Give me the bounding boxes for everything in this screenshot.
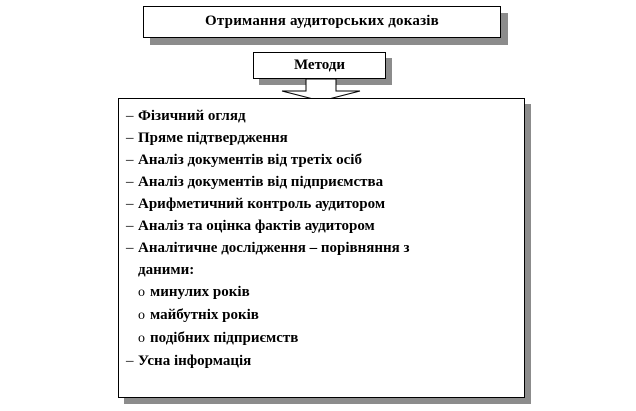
list-item bbox=[126, 193, 410, 215]
dash-marker: – bbox=[126, 130, 134, 146]
bullet-marker: o bbox=[138, 331, 145, 346]
bullet-marker: o bbox=[138, 285, 145, 300]
list-item-text: Арифметичний контроль аудитором bbox=[138, 196, 386, 212]
diagram-title: Отримання аудиторських доказів bbox=[205, 13, 439, 29]
list-item-text: Усна інформація bbox=[138, 353, 252, 369]
sub-list-item bbox=[126, 304, 410, 327]
dash-marker: – bbox=[126, 108, 134, 124]
dash-marker: – bbox=[126, 240, 134, 256]
list-item-text: Аналітичне дослідження – порівняння з bbox=[138, 240, 410, 256]
list-item bbox=[126, 171, 410, 193]
list-item-analytical bbox=[126, 237, 410, 259]
list-item-continuation: даними: bbox=[138, 262, 195, 278]
methods-label: Методи bbox=[293, 57, 346, 73]
dash-marker: – bbox=[126, 353, 134, 369]
methods-list-box bbox=[118, 98, 525, 398]
bullet-marker: o bbox=[138, 308, 145, 323]
dash-marker: – bbox=[126, 174, 134, 190]
dash-marker: – bbox=[126, 152, 134, 168]
list-item-text: Аналіз документів від третіх осіб bbox=[138, 152, 362, 168]
sub-list-item bbox=[126, 281, 410, 304]
dash-marker: – bbox=[126, 218, 134, 234]
list-item bbox=[126, 215, 410, 237]
list-item-text: Аналіз та оцінка фактів аудитором bbox=[138, 218, 375, 234]
methods-list bbox=[126, 105, 410, 372]
list-item-text: Аналіз документів від підприємства bbox=[138, 174, 384, 190]
sub-list-item-text: подібних підприємств bbox=[150, 330, 299, 346]
list-item-text: Пряме підтвердження bbox=[138, 130, 288, 146]
list-item-text: Фізичний огляд bbox=[138, 108, 246, 124]
dash-marker: – bbox=[126, 196, 134, 212]
list-item bbox=[126, 350, 410, 372]
list-item bbox=[126, 105, 410, 127]
list-item bbox=[126, 149, 410, 171]
sub-list-item-text: майбутніх років bbox=[150, 307, 259, 323]
sub-list-item bbox=[126, 327, 410, 350]
list-item bbox=[126, 127, 410, 149]
sub-list-item-text: минулих років bbox=[150, 284, 250, 300]
